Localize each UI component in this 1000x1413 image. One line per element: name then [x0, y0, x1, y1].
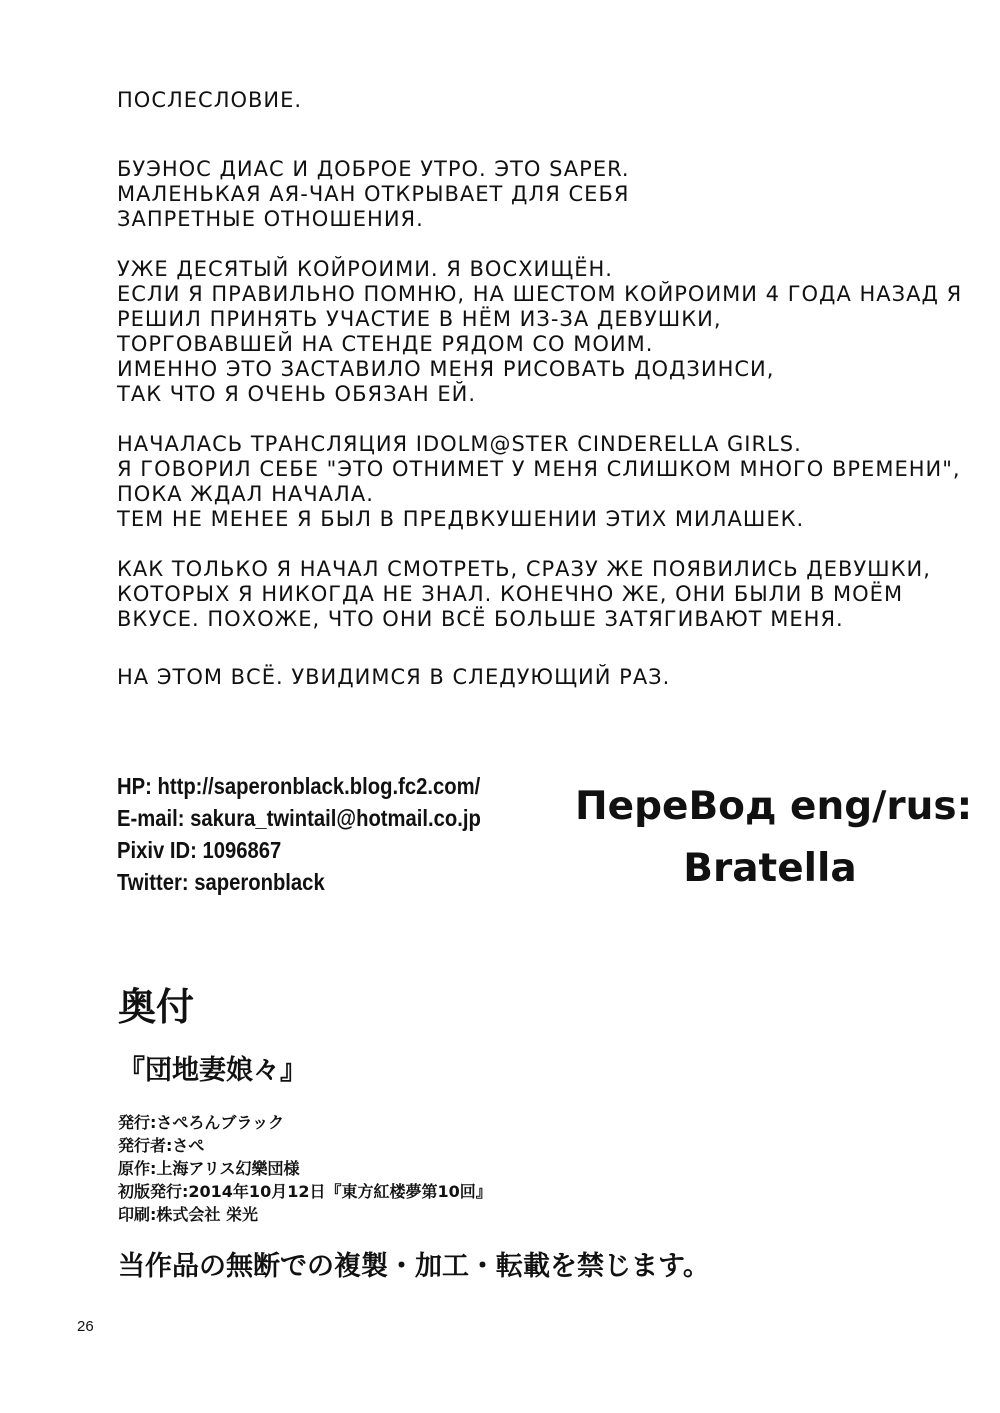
text-line: ТАК ЧТО Я ОЧЕНЬ ОБЯЗАН ЕЙ. — [117, 382, 477, 406]
afterword-heading: ПОСЛЕСЛОВИЕ. — [117, 88, 303, 112]
page-number: 26 — [77, 1318, 94, 1335]
credit-line: 発行:さぺろんブラック — [118, 1113, 285, 1132]
book-title: 『団地妻娘々』 — [118, 1055, 307, 1086]
homepage-text: HP: http://saperonblack.blog.fc2.com/ — [117, 773, 481, 799]
afterword-paragraph-5 — [117, 665, 977, 690]
twitter-text: Twitter: saperonblack — [117, 869, 325, 895]
copyright-notice: 当作品の無断での複製・加工・転載を禁じます。 — [118, 1251, 710, 1282]
pixiv-id-text: Pixiv ID: 1096867 — [117, 837, 282, 863]
translator-credit — [575, 776, 973, 900]
text-line: НА ЭТОМ ВСЁ. УВИДИМСЯ В СЛЕДУЮЩИЙ РАЗ. — [117, 665, 671, 689]
translator-name: Bratella — [683, 846, 857, 891]
afterword — [117, 88, 977, 715]
text-line: ТОРГОВАВШЕЙ НА СТЕНДЕ РЯДОМ СО МОИМ. — [117, 332, 654, 356]
text-line: ЗАПРЕТНЫЕ ОТНОШЕНИЯ. — [117, 207, 424, 231]
credit-line: 発行者:さぺ — [118, 1136, 205, 1155]
publication-credits — [118, 1111, 492, 1226]
credit-line: 原作:上海アリス幻樂団様 — [118, 1159, 300, 1178]
text-line: НАЧАЛАСЬ ТРАНСЛЯЦИЯ IDOLM@STER CINDERELLA GIRLS. — [117, 432, 802, 456]
text-line: ТЕМ НЕ МЕНЕЕ Я БЫЛ В ПРЕДВКУШЕНИИ ЭТИХ МИЛАШЕК. — [117, 507, 805, 531]
text-line: КОТОРЫХ Я НИКОГДА НЕ ЗНАЛ. КОНЕЧНО ЖЕ, ОНИ БЫЛИ В МОЁМ — [117, 582, 904, 606]
text-line: РЕШИЛ ПРИНЯТЬ УЧАСТИЕ В НЁМ ИЗ-ЗА ДЕВУШКИ, — [117, 307, 722, 331]
text-line: Я ГОВОРИЛ СЕБЕ "ЭТО ОТНИМЕТ У МЕНЯ СЛИШКОМ МНОГО ВРЕМЕНИ", — [117, 457, 961, 481]
text-line: ИМЕННО ЭТО ЗАСТАВИЛО МЕНЯ РИСОВАТЬ ДОДЗИНСИ, — [117, 357, 775, 381]
afterword-paragraph-2 — [117, 257, 977, 407]
translator-label: ПереВод eng/rus: — [575, 784, 973, 829]
text-line: БУЭНОС ДИАС И ДОБРОЕ УТРО. ЭТО SAPER. — [117, 157, 630, 181]
text-line: КАК ТОЛЬКО Я НАЧАЛ СМОТРЕТЬ, СРАЗУ ЖЕ ПОЯВИЛИСЬ ДЕВУШКИ, — [117, 557, 931, 581]
text-line: МАЛЕНЬКАЯ АЯ-ЧАН ОТКРЫВАЕТ ДЛЯ СЕБЯ — [117, 182, 630, 206]
text-line: ПОКА ЖДАЛ НАЧАЛА. — [117, 482, 374, 506]
credit-line: 初版発行:2014年10月12日『東方紅楼夢第10回』 — [118, 1182, 492, 1201]
afterword-paragraph-1 — [117, 157, 977, 232]
afterword-paragraph-4 — [117, 557, 977, 632]
text-line: ВКУСЕ. ПОХОЖЕ, ЧТО ОНИ ВСЁ БОЛЬШЕ ЗАТЯГИВАЮТ МЕНЯ. — [117, 607, 844, 631]
afterword-paragraph-3 — [117, 432, 977, 532]
text-line: ЕСЛИ Я ПРАВИЛЬНО ПОМНЮ, НА ШЕСТОМ КОЙРОИМИ 4 ГОДА НАЗАД Я — [117, 282, 963, 306]
email-text: E-mail: sakura_twintail@hotmail.co.jp — [117, 805, 481, 831]
colophon-title: 奥付 — [118, 985, 195, 1029]
author-contacts — [117, 770, 481, 898]
credit-line: 印刷:株式会社 栄光 — [118, 1205, 258, 1224]
text-line: УЖЕ ДЕСЯТЫЙ КОЙРОИМИ. Я ВОСХИЩЁН. — [117, 257, 613, 281]
